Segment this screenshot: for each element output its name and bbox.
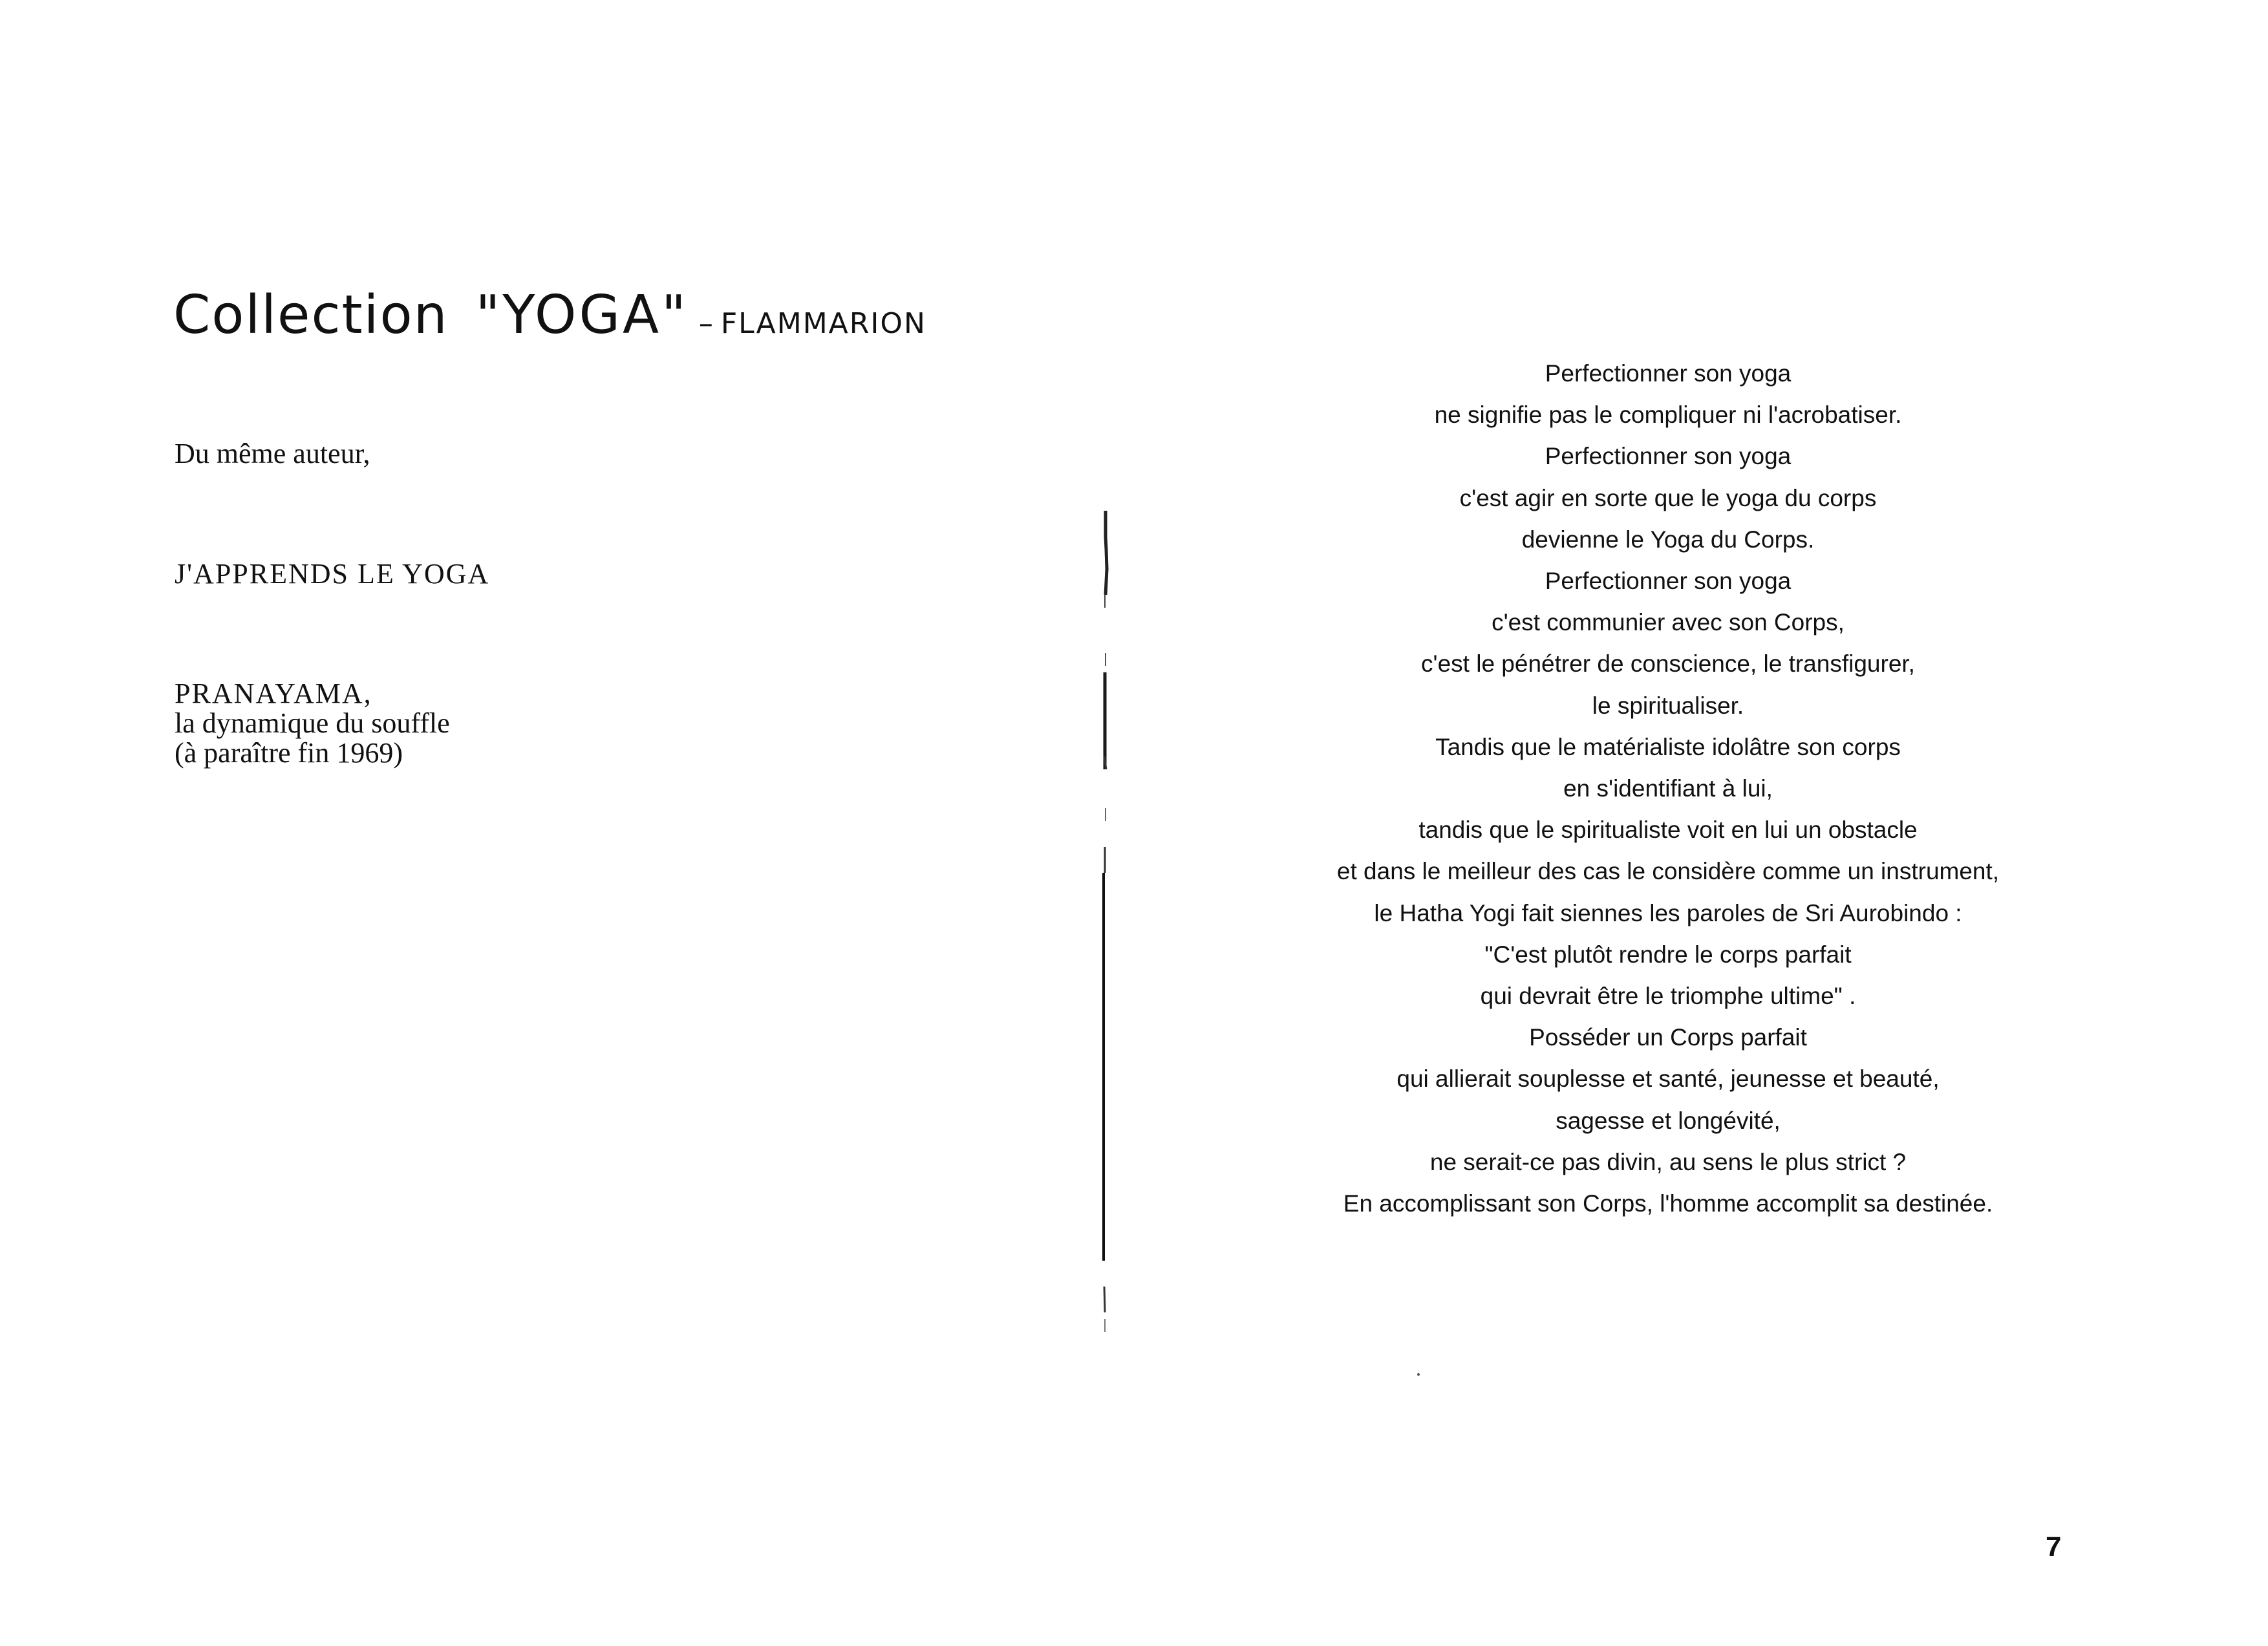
collection-heading (173, 284, 926, 346)
poem-line: Perfectionner son yoga (1545, 568, 1792, 595)
poem-line: c'est agir en sorte que le yoga du corps (1459, 484, 1877, 511)
series-name: "YOGA" (475, 284, 689, 346)
book-entry (175, 679, 450, 768)
poem-line: le Hatha Yogi fait siennes les paroles de Sri Aurobindo : (1374, 899, 1962, 926)
page-number: 7 (2046, 1531, 2062, 1563)
gutter-binding-marks (1099, 511, 1112, 1338)
poem-line: qui allierait souplesse et santé, jeunesse et beauté, (1396, 1065, 1940, 1093)
book-subtitle: la dynamique du souffle (175, 707, 450, 739)
book-title: PRANAYAMA, (175, 678, 372, 709)
book-title: J'APPRENDS LE YOGA (175, 558, 490, 590)
print-speck (1417, 1373, 1420, 1376)
poem-line: c'est communier avec son Corps, (1492, 609, 1845, 636)
poem-line: devienne le Yoga du Corps. (1521, 526, 1815, 553)
poem-line: ne signifie pas le compliquer ni l'acrobatiser. (1434, 401, 1902, 429)
poem-line: Perfectionner son yoga (1545, 360, 1792, 387)
poem-text (1215, 353, 2121, 1224)
poem-line: "C'est plutôt rendre le corps parfait (1484, 941, 1852, 968)
book-publication-note: (à paraître fin 1969) (175, 737, 403, 769)
heading-dash: – (698, 307, 713, 340)
poem-line: Perfectionner son yoga (1545, 443, 1792, 470)
poem-line: en s'identifiant à lui, (1563, 775, 1773, 802)
poem-line: ne serait-ce pas divin, au sens le plus strict ? (1429, 1148, 1907, 1175)
poem-line: et dans le meilleur des cas le considère comme un instrument, (1336, 858, 2000, 885)
poem-line: sagesse et longévité, (1556, 1107, 1781, 1134)
poem-line: le spiritualiser. (1592, 692, 1744, 719)
poem-line: tandis que le spiritualiste voit en lui un obstacle (1418, 817, 1918, 844)
poem-line: c'est le pénétrer de conscience, le transfigurer, (1421, 650, 1915, 678)
poem-line: Tandis que le matérialiste idolâtre son corps (1435, 733, 1901, 760)
poem-line: En accomplissant son Corps, l'homme accomplit sa destinée. (1343, 1190, 1993, 1217)
poem-line: qui devrait être le triomphe ultime" . (1480, 983, 1856, 1010)
same-author-label: Du même auteur, (175, 438, 370, 469)
publisher-name: FLAMMARION (720, 307, 926, 340)
poem-line: Posséder un Corps parfait (1529, 1024, 1807, 1051)
collection-word: Collection (173, 284, 449, 346)
